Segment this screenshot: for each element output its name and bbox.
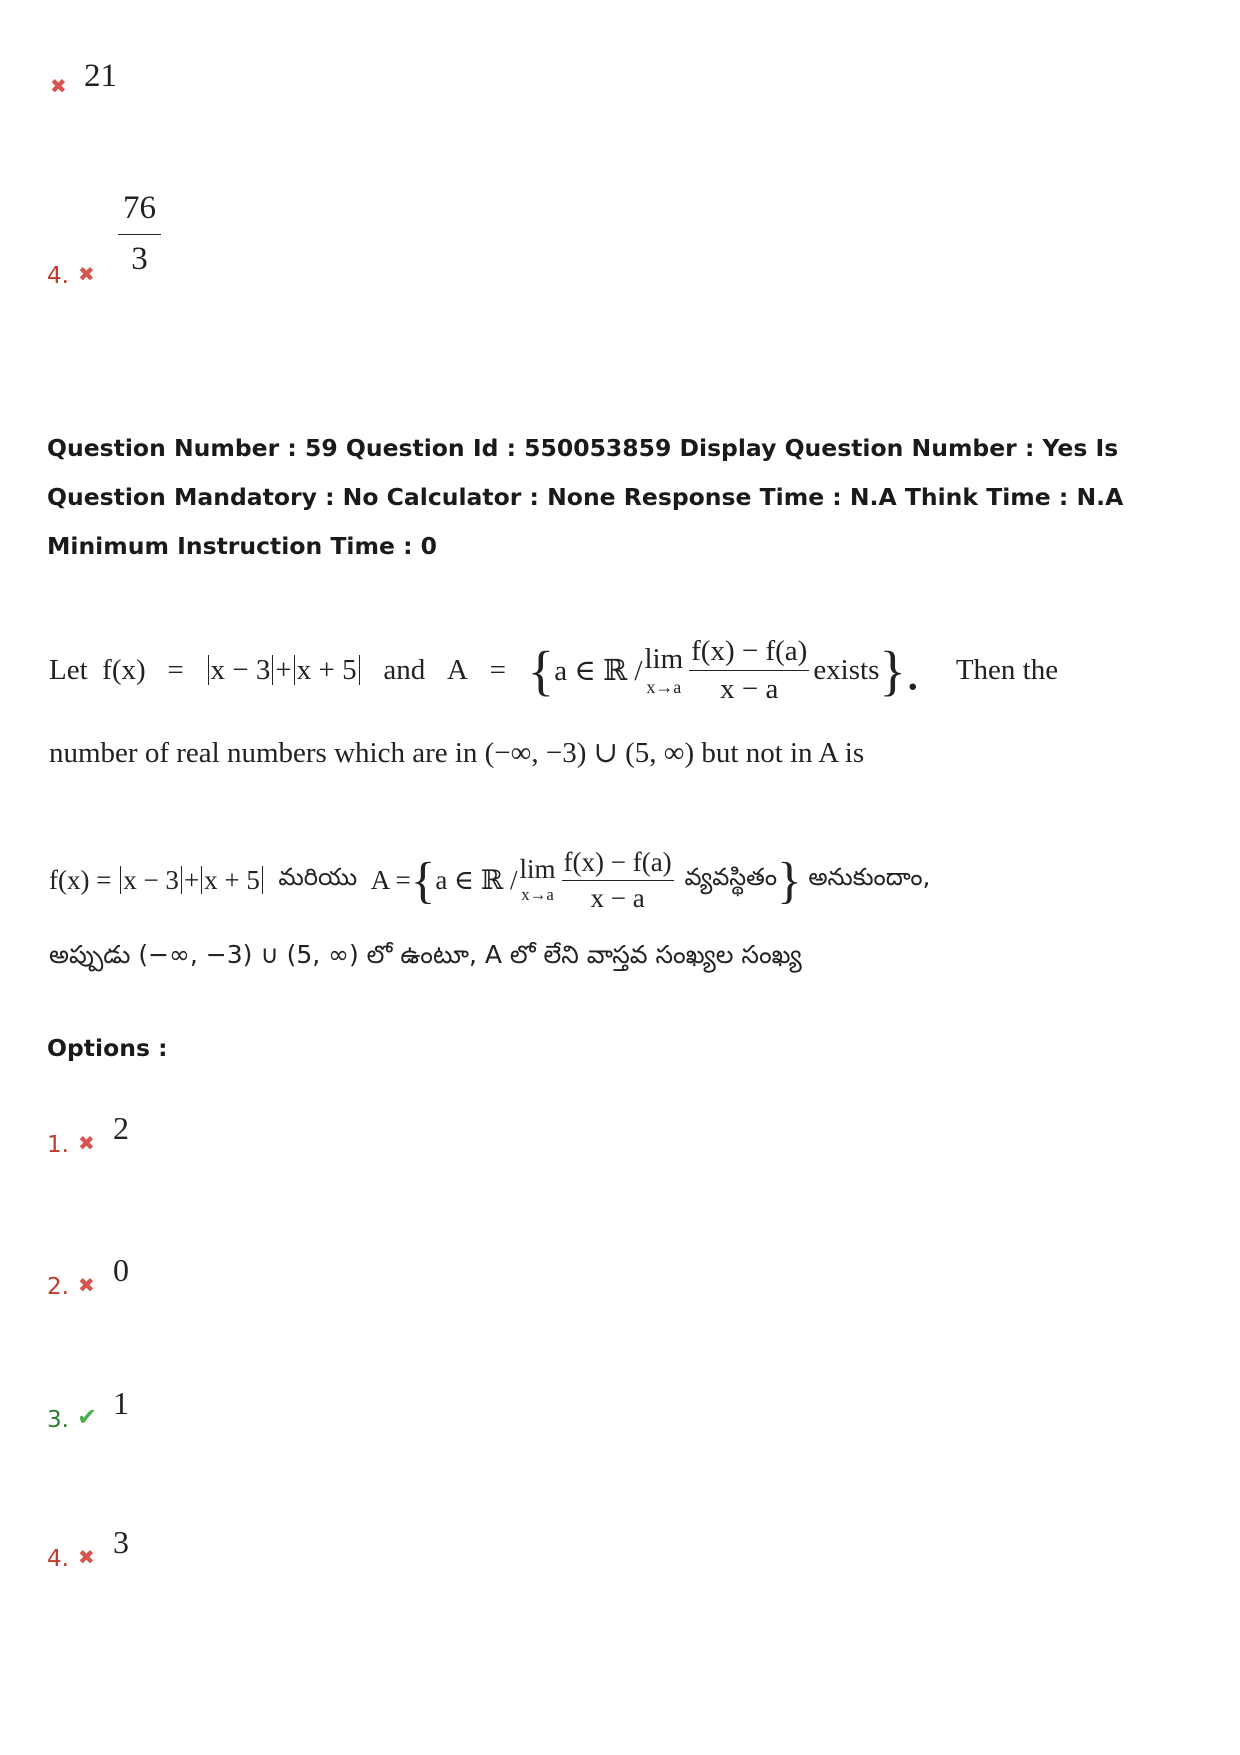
abs-bar — [201, 866, 202, 894]
abs-bar — [208, 655, 209, 685]
fraction-numerator: f(x) − f(a) — [689, 636, 809, 670]
abs-bar — [294, 655, 295, 685]
text-fx: f(x) = — [49, 864, 112, 895]
limit — [644, 642, 684, 697]
option-2[interactable] — [47, 1250, 347, 1300]
set-open-brace: { — [527, 639, 555, 701]
limit-label: lim — [519, 854, 556, 885]
option-number: 4. — [47, 1546, 69, 1572]
set-member: a ∈ ℝ / — [554, 654, 643, 687]
text-set-a: A = — [370, 864, 411, 895]
text-fx: f(x) — [102, 653, 146, 686]
option-1[interactable] — [47, 1108, 347, 1158]
text-anukundam: అనుకుందాం, — [808, 863, 931, 891]
set-open-brace: { — [410, 851, 436, 909]
prev-option-4-fraction — [118, 190, 161, 279]
prev-option-4-number: 4. — [47, 263, 69, 289]
text-plus: + — [183, 864, 200, 895]
text-vyavasthitam: వ్యవస్థితం — [684, 863, 777, 891]
difference-quotient — [689, 636, 809, 704]
option-number: 1. — [47, 1132, 69, 1158]
text-then-the: Then the — [955, 653, 1059, 686]
text-mariyu: మరియు — [278, 863, 358, 891]
abs-bar — [181, 866, 182, 894]
text-plus: + — [275, 653, 292, 686]
option-value: 0 — [113, 1252, 129, 1288]
option-number: 3. — [47, 1407, 69, 1433]
question-telugu-line2: అప్పుడు (−∞, −3) ∪ (5, ∞) లో ఉంటూ, A లో లేని వాస్తవ సంఖ్యల సంఖ్య — [49, 940, 802, 969]
wrong-mark-icon: ✖ — [78, 262, 95, 286]
abs-expr-2: x + 5 — [296, 653, 357, 686]
option-3[interactable] — [47, 1385, 347, 1435]
fraction-numerator: 76 — [118, 190, 161, 235]
options-label: Options : — [47, 1034, 168, 1062]
question-english-line2: number of real numbers which are in (−∞, −3) ∪ (5, ∞) but not in A is — [49, 737, 865, 769]
wrong-mark-icon: ✖ — [50, 74, 67, 98]
option-value: 1 — [113, 1385, 129, 1421]
wrong-mark-icon: ✖ — [78, 1545, 95, 1569]
abs-expr-1: x − 3 — [123, 864, 179, 895]
fraction-numerator: f(x) − f(a) — [562, 848, 674, 880]
abs-expr-1: x − 3 — [210, 653, 271, 686]
option-number: 2. — [47, 1274, 69, 1300]
text-equals: = — [489, 653, 507, 686]
option-4[interactable] — [47, 1522, 347, 1572]
abs-bar — [262, 866, 263, 894]
difference-quotient — [562, 848, 674, 912]
text-and: and — [383, 653, 426, 686]
text-set-a: A — [446, 653, 468, 686]
fraction-denominator: x − a — [590, 882, 645, 913]
abs-bar — [359, 655, 360, 685]
text-exists: exists — [813, 653, 880, 686]
set-close-brace: } — [776, 851, 802, 909]
limit-subscript: x→a — [521, 885, 554, 905]
question-english-line1 — [49, 630, 1058, 710]
limit-subscript: x→a — [646, 676, 682, 697]
question-telugu-line1 — [49, 840, 930, 920]
option-value: 3 — [113, 1524, 129, 1560]
text-equals: = — [167, 653, 184, 686]
option-value: 2 — [113, 1110, 129, 1146]
prev-option-3-value: 21 — [84, 58, 117, 94]
question-meta: Question Number : 59 Question Id : 550053859 Display Question Number : Yes Is Question Mandatory : No Calculator : None Response Time : N.A Think Time : N.A Minimum Instruction Time : 0 — [47, 434, 1124, 560]
wrong-mark-icon: ✖ — [78, 1273, 95, 1297]
fraction-denominator: 3 — [131, 240, 148, 277]
correct-mark-icon: ✔ — [77, 1403, 98, 1431]
set-member: a ∈ ℝ / — [435, 864, 518, 895]
abs-bar — [120, 866, 121, 894]
abs-bar — [272, 655, 273, 685]
fraction-denominator: x − a — [720, 672, 779, 705]
limit-label: lim — [644, 642, 684, 675]
text-let: Let — [49, 653, 88, 686]
set-close-brace: }. — [879, 639, 920, 701]
wrong-mark-icon: ✖ — [78, 1131, 95, 1155]
limit — [520, 856, 556, 904]
abs-expr-2: x + 5 — [204, 864, 260, 895]
